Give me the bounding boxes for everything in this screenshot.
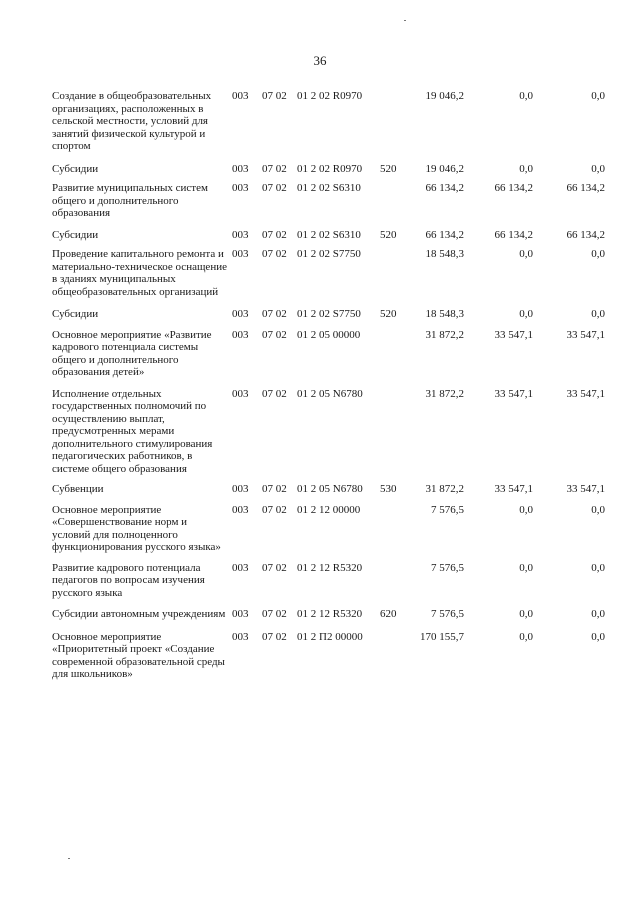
row-name: Субсидии bbox=[52, 228, 99, 241]
amount-year-3: 0,0 bbox=[591, 503, 605, 516]
row-name: Основное мероприятие «Приоритетный проект «Создание современной образовательной среды для школьников» bbox=[52, 630, 225, 680]
section-code: 07 02 bbox=[262, 90, 287, 102]
row-name: Проведение капитального ремонта и материально-техническое оснащение в зданиях муниципальных общеобразовательных организаций bbox=[52, 248, 227, 298]
row-name: Субсидии автономным учреждениям bbox=[52, 608, 226, 620]
section-code: 07 02 bbox=[262, 483, 287, 495]
admin-code: 003 bbox=[232, 561, 249, 574]
row-name: Основное мероприятие «Развитие кадрового потенциала системы общего и дополнительного образования детей» bbox=[52, 328, 212, 378]
expense-type-code: 520 bbox=[380, 162, 397, 175]
admin-code: 003 bbox=[232, 308, 249, 320]
table-row bbox=[0, 248, 640, 298]
target-code: 01 2 05 N6780 bbox=[297, 387, 363, 400]
table-row bbox=[0, 388, 640, 476]
amount-year-1: 66 134,2 bbox=[425, 228, 464, 241]
table-row bbox=[0, 329, 640, 379]
target-code: 01 2 02 S6310 bbox=[297, 228, 361, 241]
section-code: 07 02 bbox=[262, 561, 287, 574]
row-name: Субвенции bbox=[52, 483, 104, 495]
target-code: 01 2 12 00000 bbox=[297, 503, 361, 516]
section-code: 07 02 bbox=[262, 308, 287, 320]
row-name: Развитие кадрового потенциала педагогов по вопросам изучения русского языка bbox=[52, 561, 205, 599]
expense-type-code: 530 bbox=[380, 483, 397, 495]
amount-year-1: 66 134,2 bbox=[425, 182, 464, 194]
table-row bbox=[0, 308, 640, 321]
row-name: Исполнение отдельных государственных полномочий по осуществлению выплат, предусмотренных мерами дополнительного стимулирования педагогических работников, в системе общего образования bbox=[52, 387, 213, 475]
amount-year-2: 33 547,1 bbox=[494, 328, 533, 341]
amount-year-1: 31 872,2 bbox=[425, 328, 464, 341]
amount-year-3: 66 134,2 bbox=[566, 182, 605, 194]
amount-year-3: 0,0 bbox=[591, 561, 605, 574]
scan-speck bbox=[404, 20, 406, 21]
amount-year-1: 19 046,2 bbox=[425, 90, 464, 102]
section-code: 07 02 bbox=[262, 248, 287, 260]
table-row bbox=[0, 631, 640, 681]
target-code: 01 2 12 R5320 bbox=[297, 608, 363, 620]
amount-year-1: 170 155,7 bbox=[420, 630, 464, 643]
amount-year-1: 18 548,3 bbox=[425, 308, 464, 320]
admin-code: 003 bbox=[232, 90, 249, 102]
admin-code: 003 bbox=[232, 483, 249, 495]
amount-year-1: 7 576,5 bbox=[431, 503, 464, 516]
table-row bbox=[0, 90, 640, 153]
amount-year-2: 0,0 bbox=[519, 608, 533, 620]
target-code: 01 2 02 S6310 bbox=[297, 182, 361, 194]
admin-code: 003 bbox=[232, 328, 249, 341]
row-name: Субсидии bbox=[52, 308, 99, 320]
admin-code: 003 bbox=[232, 248, 249, 260]
amount-year-1: 18 548,3 bbox=[425, 248, 464, 260]
target-code: 01 2 02 R0970 bbox=[297, 90, 363, 102]
amount-year-3: 66 134,2 bbox=[566, 228, 605, 241]
target-code: 01 2 02 R0970 bbox=[297, 162, 363, 175]
admin-code: 003 bbox=[232, 387, 249, 400]
amount-year-3: 33 547,1 bbox=[566, 387, 605, 400]
amount-year-3: 0,0 bbox=[591, 308, 605, 320]
amount-year-2: 0,0 bbox=[519, 308, 533, 320]
section-code: 07 02 bbox=[262, 608, 287, 620]
amount-year-3: 0,0 bbox=[591, 630, 605, 643]
target-code: 01 2 05 N6780 bbox=[297, 483, 363, 495]
amount-year-1: 7 576,5 bbox=[431, 608, 464, 620]
section-code: 07 02 bbox=[262, 328, 287, 341]
admin-code: 003 bbox=[232, 228, 249, 241]
section-code: 07 02 bbox=[262, 162, 287, 175]
admin-code: 003 bbox=[232, 608, 249, 620]
amount-year-1: 31 872,2 bbox=[425, 483, 464, 495]
row-name: Субсидии bbox=[52, 162, 99, 175]
amount-year-2: 0,0 bbox=[519, 162, 533, 175]
amount-year-3: 0,0 bbox=[591, 608, 605, 620]
section-code: 07 02 bbox=[262, 182, 287, 194]
table-row bbox=[0, 182, 640, 220]
expense-type-code: 620 bbox=[380, 608, 397, 620]
budget-table bbox=[0, 90, 640, 681]
amount-year-2: 0,0 bbox=[519, 503, 533, 516]
amount-year-2: 66 134,2 bbox=[494, 182, 533, 194]
amount-year-2: 0,0 bbox=[519, 90, 533, 102]
amount-year-3: 0,0 bbox=[591, 162, 605, 175]
table-row bbox=[0, 483, 640, 496]
target-code: 01 2 02 S7750 bbox=[297, 308, 361, 320]
row-name: Создание в общеобразовательных организациях, расположенных в сельской местности, условий для занятий физической культурой и спортом bbox=[52, 90, 212, 152]
amount-year-1: 19 046,2 bbox=[425, 162, 464, 175]
amount-year-2: 66 134,2 bbox=[494, 228, 533, 241]
admin-code: 003 bbox=[232, 503, 249, 516]
target-code: 01 2 П2 00000 bbox=[297, 630, 363, 643]
amount-year-2: 0,0 bbox=[519, 248, 533, 260]
section-code: 07 02 bbox=[262, 503, 287, 516]
section-code: 07 02 bbox=[262, 228, 287, 241]
table-row bbox=[0, 229, 640, 242]
amount-year-1: 7 576,5 bbox=[431, 561, 464, 574]
row-name: Развитие муниципальных систем общего и дополнительного образования bbox=[52, 182, 208, 219]
admin-code: 003 bbox=[232, 182, 249, 194]
admin-code: 003 bbox=[232, 630, 249, 643]
target-code: 01 2 02 S7750 bbox=[297, 248, 361, 260]
section-code: 07 02 bbox=[262, 630, 287, 643]
scan-speck bbox=[68, 858, 70, 859]
section-code: 07 02 bbox=[262, 387, 287, 400]
amount-year-2: 0,0 bbox=[519, 561, 533, 574]
amount-year-2: 33 547,1 bbox=[494, 387, 533, 400]
amount-year-3: 33 547,1 bbox=[566, 483, 605, 495]
amount-year-3: 0,0 bbox=[591, 90, 605, 102]
amount-year-1: 31 872,2 bbox=[425, 387, 464, 400]
page-number: 36 bbox=[313, 53, 327, 68]
table-row bbox=[0, 608, 640, 621]
target-code: 01 2 12 R5320 bbox=[297, 561, 363, 574]
table-row bbox=[0, 504, 640, 554]
table-row bbox=[0, 562, 640, 600]
amount-year-3: 33 547,1 bbox=[566, 328, 605, 341]
expense-type-code: 520 bbox=[380, 308, 397, 320]
expense-type-code: 520 bbox=[380, 228, 397, 241]
amount-year-2: 33 547,1 bbox=[494, 483, 533, 495]
row-name: Основное мероприятие «Совершенствование норм и условий для полноценного функционирования русского языка» bbox=[52, 503, 221, 553]
amount-year-3: 0,0 bbox=[591, 248, 605, 260]
admin-code: 003 bbox=[232, 162, 249, 175]
amount-year-2: 0,0 bbox=[519, 630, 533, 643]
table-row bbox=[0, 163, 640, 176]
target-code: 01 2 05 00000 bbox=[297, 328, 361, 341]
